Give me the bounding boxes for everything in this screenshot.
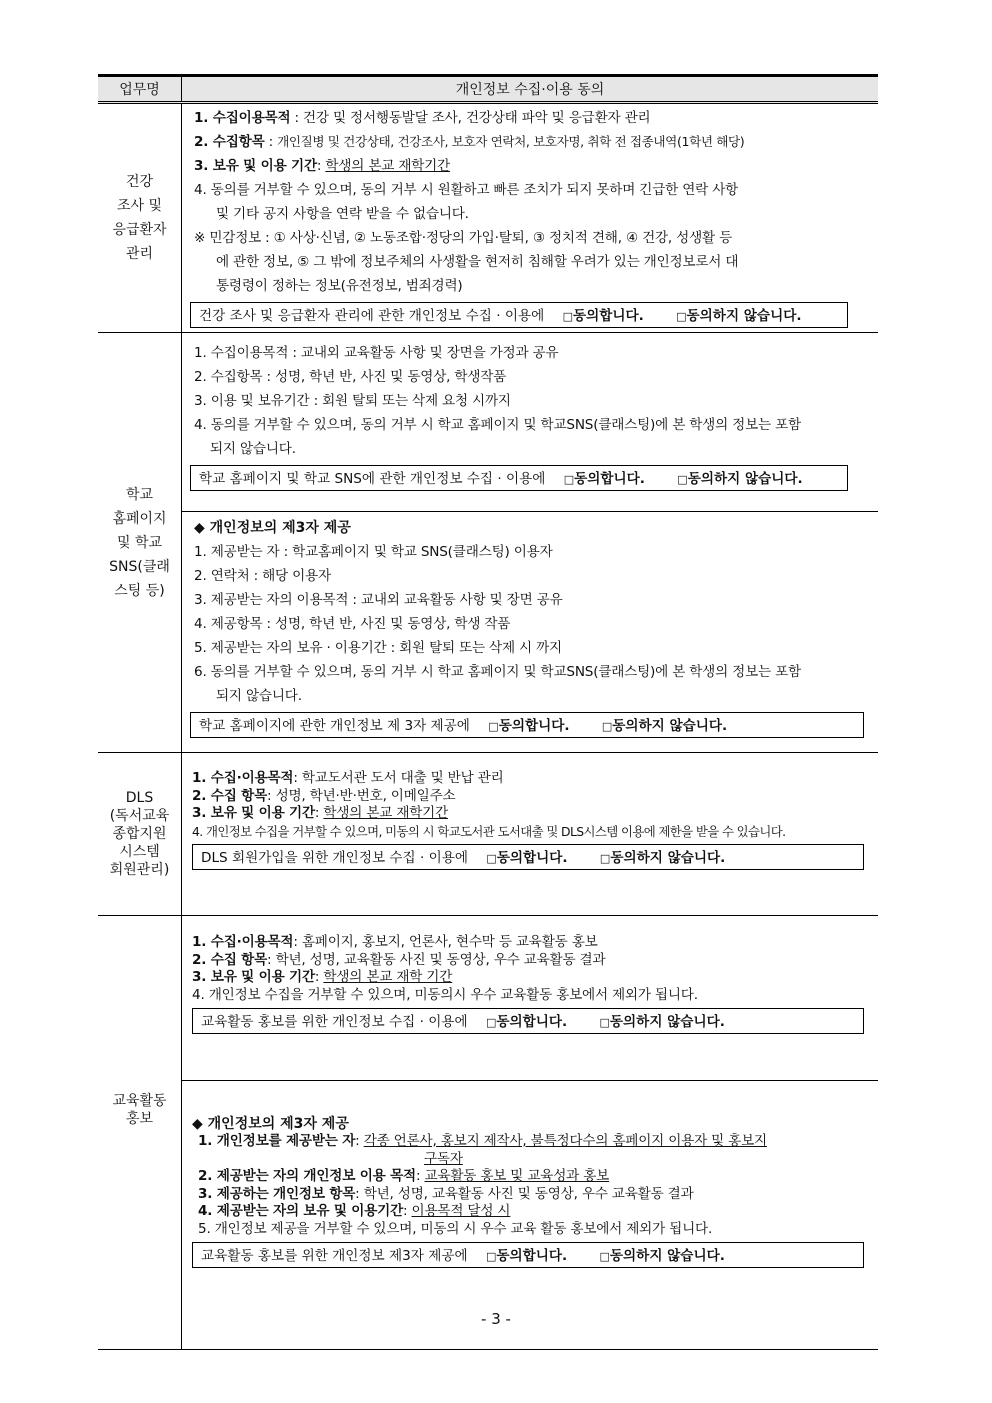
section-promotion-name: 교육활동 홍보 [98, 916, 182, 1350]
agree-checkbox[interactable]: □동의합니다. [486, 850, 568, 866]
list-item: 4. 개인정보 수집을 거부할 수 있으며, 미동의 시 학교도서관 도서대출 및 DLS시스템 이용에 제한을 받을 수 있습니다. [192, 823, 786, 839]
list-item: 4. 동의를 거부할 수 있으며, 동의 거부 시 학교 홈페이지 및 학교SNS(클래스팅)에 본 학생의 정보는 포함 [194, 417, 801, 433]
list-item: 2. 수집항목 : 성명, 학년 반, 사진 및 동영상, 학생작품 [194, 369, 507, 385]
list-item: 2. 수집 항목: 성명, 학년·반·번호, 이메일주소 [192, 787, 456, 804]
disagree-checkbox[interactable]: □동의하지 않습니다. [601, 718, 728, 734]
consent-box-health: 건강 조사 및 응급환자 관리에 관한 개인정보 수집 · 이용에 □동의합니다. □동의하지 않습니다. [190, 302, 848, 328]
disagree-checkbox[interactable]: □동의하지 않습니다. [676, 308, 802, 324]
section-school-sns-name: 학교 홈페이지 및 학교 SNS(클래 스팅 등) [98, 333, 182, 753]
sensitive-info-note: ※ 민감정보 : ① 사상·신념, ② 노동조합·정당의 가입·탈퇴, ③ 정치적 견해, ④ 건강, 성생활 등 [194, 230, 733, 246]
consent-box-school-third-party: 학교 홈페이지에 관한 개인정보 제 3자 제공에 □동의합니다. □동의하지 않습니다. [190, 712, 864, 738]
list-item: 2. 제공받는 자의 개인정보 이용 목적: 교육활동 홍보 및 교육성과 홍보 [198, 1168, 610, 1184]
consent-box-promotion-third-party: 교육활동 홍보를 위한 개인정보 제3자 제공에 □동의합니다. □동의하지 않습니다. [192, 1242, 864, 1268]
consent-box-promotion: 교육활동 홍보를 위한 개인정보 수집 · 이용에 □동의합니다. □동의하지 않습니다. [192, 1008, 864, 1034]
third-party-title: ◆ 개인정보의 제3자 제공 [194, 520, 351, 536]
school-sns-collection: 1. 수집이용목적 : 교내외 교육활동 사항 및 장면을 가정과 공유 2. 수집항목 : 성명, 학년 반, 사진 및 동영상, 학생작품 3. 이용 및 보유기간 : 회원 탈퇴 또는 삭제 요청 시까지 4. 동의를 거부할 수 있으며, 동의 거부 시 학교 홈페이지 및 학교SNS(클래스팅)에 본 학생의 정보는 포함 되지 않습니다. 학교 홈페이지 및 학교 SNS에 관한 개인정보 수집 · 이용에 □동의합니다. □동의하지 않습니다. [182, 333, 879, 512]
section-school-sns [98, 333, 878, 512]
agree-checkbox[interactable]: □동의합니다. [488, 718, 570, 734]
disagree-checkbox[interactable]: □동의하지 않습니다. [599, 1014, 725, 1030]
list-item: 4. 개인정보 수집을 거부할 수 있으며, 미동의시 우수 교육활동 홍보에서 제외가 됩니다. [192, 986, 698, 1003]
list-item: 4. 동의를 거부할 수 있으며, 동의 거부 시 원활하고 빠른 조치가 되지 못하며 긴급한 연락 사항 [194, 182, 739, 198]
list-item: 1. 수집·이용목적: 홈페이지, 홍보지, 언론사, 현수막 등 교육활동 홍보 [192, 934, 598, 950]
section-promotion [98, 916, 878, 1081]
list-item: 1. 수집이용목적 : 건강 및 정서행동발달 조사, 건강상태 파악 및 응급환자 관리 [194, 110, 651, 126]
school-sns-third-party: ◆ 개인정보의 제3자 제공 1. 제공받는 자 : 학교홈페이지 및 학교 SNS(클래스팅) 이용자 2. 연락처 : 해당 이용자 3. 제공받는 자의 이용목적 : 교내외 교육활동 사항 및 장면 공유 4. 제공항목 : 성명, 학년 반, 사진 및 동영상, 학생 작품 5. 제공받는 자의 보유 · 이용기간 : 회원 탈퇴 또는 삭제 시 까지 6. 동의를 거부할 수 있으며, 동의 거부 시 학교 홈페이지 및 학교SNS(클래스팅)에 본 학생의 정보는 포함 되지 않습니다. 학교 홈페이지에 관한 개인정보 제 3자 제공에 □동의합니다. □동의하지 않습니다. [182, 512, 879, 753]
third-party-title: ◆ 개인정보의 제3자 제공 [192, 1116, 349, 1132]
header-consent-title: 개인정보 수집·이용 동의 [182, 76, 879, 103]
consent-box-dls: DLS 회원가입을 위한 개인정보 수집 · 이용에 □동의합니다. □동의하지 않습니다. [192, 844, 864, 870]
list-item: 4. 제공항목 : 성명, 학년 반, 사진 및 동영상, 학생 작품 [194, 616, 511, 632]
promotion-third-party: ◆ 개인정보의 제3자 제공 1. 개인정보를 제공받는 자: 각종 언론사, 홍보지 제작사, 불특정다수의 홈페이지 이용자 및 홍보지 구독자 2. 제공받는 자의 개인정보 이용 목적: 교육활동 홍보 및 교육성과 홍보 3. 제공하는 개인정보 항목: 학년, 성명, 교육활동 사진 및 동영상, 우수 교육활동 결과 4. 제공받는 자의 보유 및 이용기간: 이용목적 달성 시 5. 개인정보 제공을 거부할 수 있으며, 미동의 시 우수 교육 활동 홍보에서 제외가 됩니다. 교육활동 홍보를 위한 개인정보 제3자 제공에 □동의합니다. □동의하지 않습니다. [182, 1081, 879, 1350]
section-dls-name: DLS (독서교육 종합지원 시스템 회원관리) [98, 753, 182, 916]
section-health-name: 건강 조사 및 응급환자 관리 [98, 103, 182, 333]
agree-checkbox[interactable]: □동의합니다. [562, 308, 644, 324]
list-item: 1. 수집·이용목적: 학교도서관 도서 대출 및 반납 관리 [192, 770, 504, 786]
page-number: - 3 - [481, 1310, 511, 1328]
list-item: 5. 개인정보 제공을 거부할 수 있으며, 미동의 시 우수 교육 활동 홍보에서 제외가 됩니다. [198, 1220, 713, 1237]
consent-box-school-sns: 학교 홈페이지 및 학교 SNS에 관한 개인정보 수집 · 이용에 □동의합니다. □동의하지 않습니다. [190, 465, 848, 491]
agree-checkbox[interactable]: □동의합니다. [485, 1248, 568, 1264]
consent-table [98, 74, 878, 1350]
agree-checkbox[interactable]: □동의합니다. [563, 471, 645, 487]
list-item: 3. 제공하는 개인정보 항목: 학년, 성명, 교육활동 사진 및 동영상, 우수 교육활동 결과 [198, 1185, 694, 1202]
list-item: 4. 제공받는 자의 보유 및 이용기간: 이용목적 달성 시 [198, 1203, 511, 1219]
disagree-checkbox[interactable]: □동의하지 않습니다. [677, 471, 803, 487]
list-item: 3. 보유 및 이용 기간: 학생의 본교 재학기간 [194, 158, 451, 174]
list-item: 2. 수집 항목: 학년, 성명, 교육활동 사진 및 동영상, 우수 교육활동 결과 [192, 951, 606, 968]
list-item: 6. 동의를 거부할 수 있으며, 동의 거부 시 학교 홈페이지 및 학교SNS(클래스팅)에 본 학생의 정보는 포함 [194, 664, 801, 680]
list-item: 2. 수집항목 : 개인질병 및 건강상태, 건강조사, 보호자 연락처, 보호자명, 취학 전 접종내역(1학년 해당) [194, 134, 745, 150]
agree-checkbox[interactable]: □동의합니다. [485, 1014, 568, 1030]
list-item: 1. 수집이용목적 : 교내외 교육활동 사항 및 장면을 가정과 공유 [194, 345, 559, 361]
list-item: 3. 보유 및 이용 기간: 학생의 본교 재학기간 [192, 805, 449, 821]
list-item: 1. 개인정보를 제공받는 자: 각종 언론사, 홍보지 제작사, 불특정다수의 홈페이지 이용자 및 홍보지 [198, 1133, 767, 1149]
list-item: 3. 제공받는 자의 이용목적 : 교내외 교육활동 사항 및 장면 공유 [194, 592, 563, 608]
list-item: 3. 이용 및 보유기간 : 회원 탈퇴 또는 삭제 요청 시까지 [194, 393, 511, 409]
section-school-sns-third-party [98, 512, 878, 753]
header-task-name: 업무명 [98, 76, 182, 103]
disagree-checkbox[interactable]: □동의하지 않습니다. [599, 850, 726, 866]
list-item: 3. 보유 및 이용 기간: 학생의 본교 재학 기간 [192, 969, 453, 985]
disagree-checkbox[interactable]: □동의하지 않습니다. [599, 1248, 725, 1264]
section-dls [98, 753, 878, 916]
promotion-collection [182, 916, 879, 1081]
list-item: 2. 연락처 : 해당 이용자 [194, 568, 331, 584]
consent-form-page [98, 74, 878, 1350]
section-health [98, 103, 878, 333]
section-health-content: 1. 수집이용목적 : 건강 및 정서행동발달 조사, 건강상태 파악 및 응급환자 관리 2. 수집항목 : 개인질병 및 건강상태, 건강조사, 보호자 연락처, 보호자명, 취학 전 접종내역(1학년 해당) 3. 보유 및 이용 기간: 학생의 본교 재학기간 4. 동의를 거부할 수 있으며, 동의 거부 시 원활하고 빠른 조치가 되지 못하며 긴급한 연락 사항 및 기타 공지 사항을 연락 받을 수 없습니다. ※ 민감정보 : ① 사상·신념, ② 노동조합·정당의 가입·탈퇴, ③ 정치적 견해, ④ 건강, 성생활 등 에 관한 정보, ⑤ 그 밖에 정보주체의 사생활을 현저히 침해할 우려가 있는 개인정보로서 대 통령령이 정하는 정보(유전정보, 범죄경력) 건강 조사 및 응급환자 관리에 관한 개인정보 수집 · 이용에 □동의합니다. □동의하지 않습니다. [182, 103, 879, 333]
list-item: 1. 제공받는 자 : 학교홈페이지 및 학교 SNS(클래스팅) 이용자 [194, 544, 553, 560]
list-item: 5. 제공받는 자의 보유 · 이용기간 : 회원 탈퇴 또는 삭제 시 까지 [194, 640, 562, 656]
dls-content [182, 753, 879, 916]
